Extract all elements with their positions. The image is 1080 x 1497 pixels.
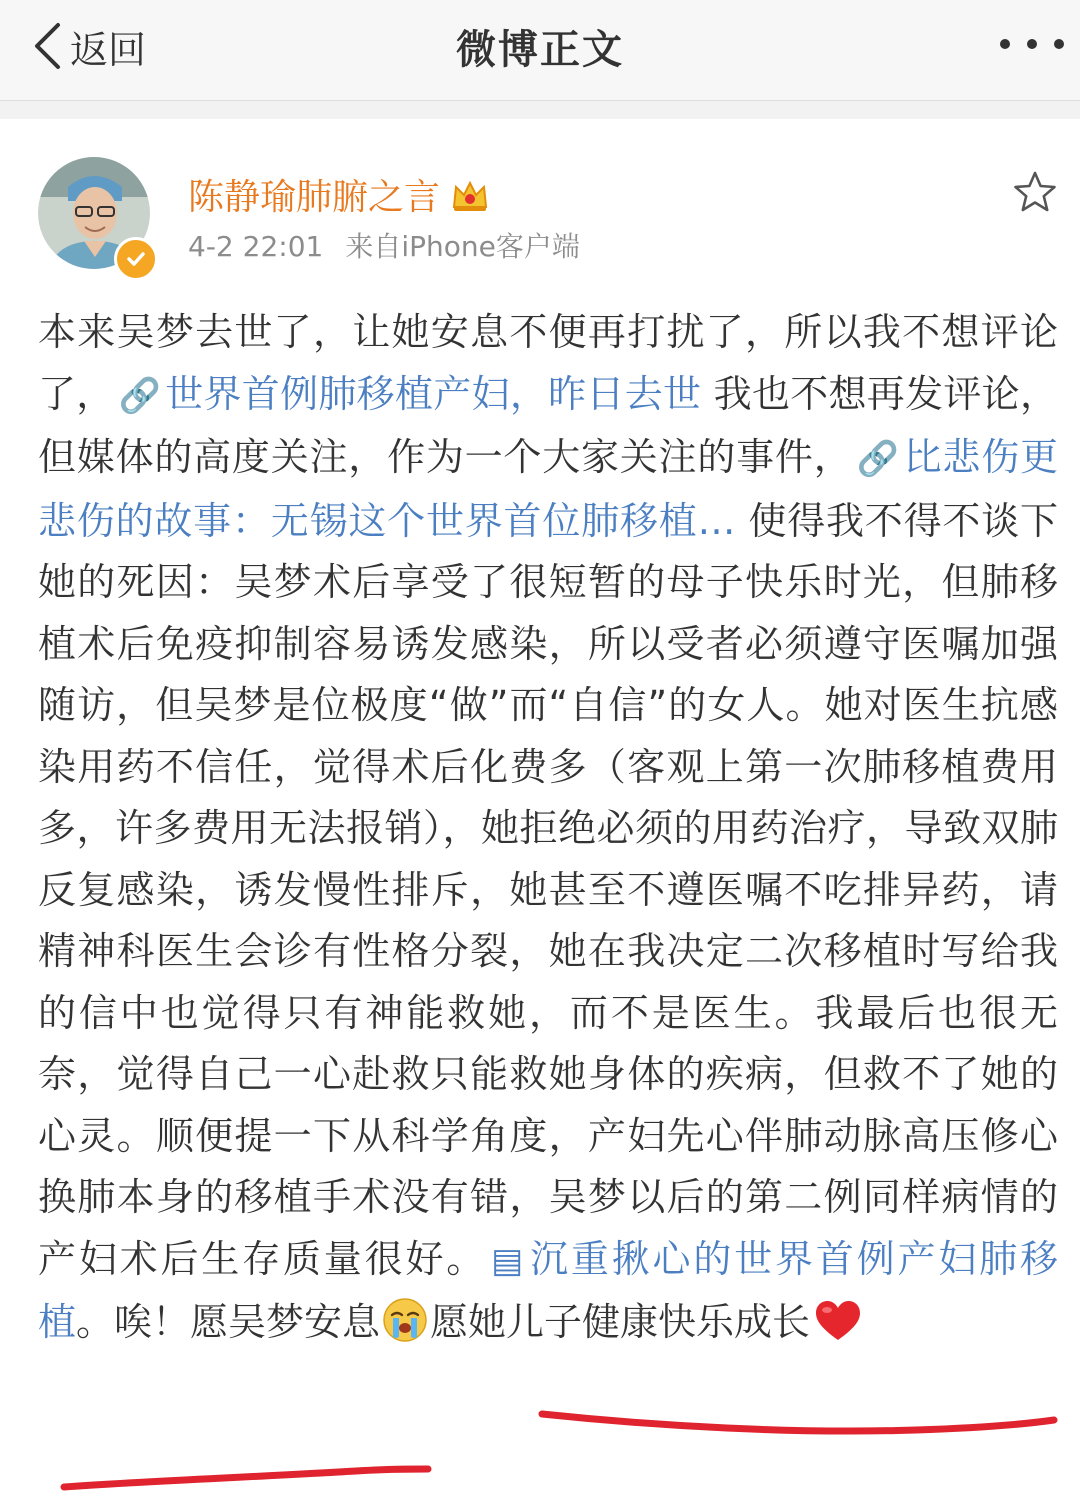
weibo-post [0,119,1080,1496]
content-text: 使得我不得不谈下她的死因：吴梦术后享受了很短暂的母子快乐时光，但肺移植术后免疫抑制容易诱发感染，所以受者必须遵守医嘱加强随访，但吴梦是位极度“做”而“自信”的女人。她对医生抗感染用药不信任，觉得术后化费多（客观上第一次肺移植费用多，许多费用无法报销），她拒绝必须的用药治疗，导致双肺反复感染，诱发慢性排斥，她甚至不遵医嘱不吃排异药，请精神科医生会诊有性格分裂，她在我决定二次移植时写给我的信中也觉得只有神能救她，而不是医生。我最后也很无奈，觉得自己一心赴救只能救她身体的疾病，但救不了她的心灵。顺便提一下从科学角度，产妇先心伴肺动脉高压修心换肺本身的移植手术没有错，吴梦以后的第二例同样病情的产妇术后生存质量很好。 [38,498,1058,1281]
link-icon: 🔗 [856,439,900,479]
handwritten-underline [536,1404,1060,1444]
link-icon: 🔗 [118,375,162,416]
post-time: 4-2 22:01 [188,230,324,263]
crown-badge-icon [450,177,490,213]
red-heart-emoji [814,1299,862,1343]
content-text: 本来吴梦去世了，让她安息不便再打扰了，所以我不想评论了， [38,310,1058,416]
post-source: 来自iPhone客户端 [345,230,580,263]
more-button[interactable] [1000,26,1064,62]
link-label: 沉重揪心的世界首例产妇肺移植 [38,1236,1058,1344]
content-text: 我也不想再发评论，但媒体的高度关注，作为一个大家关注的事件， [38,371,1058,479]
post-content [38,302,1058,1354]
more-dots-icon [1054,39,1064,49]
navigation-bar [0,0,1080,101]
section-divider [0,101,1080,119]
star-outline-icon[interactable] [1012,169,1058,215]
more-dots-icon [1000,39,1010,49]
author-name-row[interactable] [188,169,490,220]
verified-badge-icon [114,237,158,281]
crying-face-emoji [382,1297,428,1343]
content-text: 愿她儿子健康快乐成长 [430,1300,811,1344]
more-dots-icon [1027,39,1037,49]
content-text: 。唉！愿吴梦安息 [76,1300,381,1344]
back-label: 返回 [70,27,147,72]
link-label: 比悲伤更悲伤的故事：无锡这个世界首位肺移植… [38,435,1058,543]
handwritten-underline [56,1457,436,1497]
page-title: 微博正文 [456,27,624,73]
article-icon: ▤ [491,1240,524,1281]
link-label: 世界首例肺移植产妇，昨日去世 [165,371,702,416]
link-world-first-lung-transplant[interactable] [115,372,702,416]
author-name[interactable]: 陈静瑜肺腑之言 [188,177,441,218]
post-meta [188,225,580,265]
